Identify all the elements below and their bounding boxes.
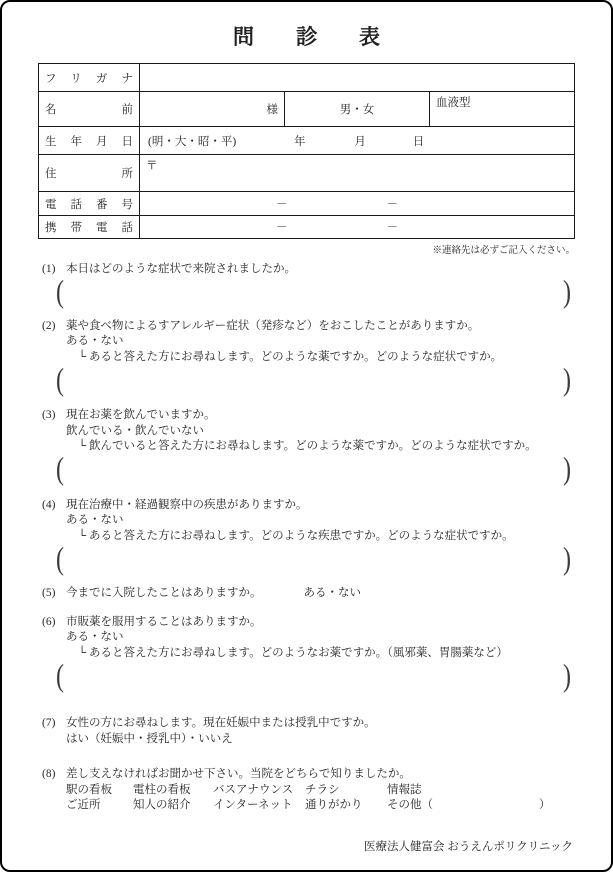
followup-text: └ あると答えた方にお尋ねします。どのような疾患ですか。どのような症状ですか。 — [78, 529, 514, 542]
address-label: 住所 — [39, 155, 140, 192]
other-option-label: その他（ — [387, 799, 433, 811]
question-line — [42, 498, 573, 514]
question-8 — [42, 767, 573, 814]
open-bracket: ( — [56, 276, 64, 310]
answer-options: ある・ない — [66, 335, 124, 347]
name-input-area — [140, 92, 285, 127]
referral-option-other — [387, 798, 573, 814]
phone-label: 電話番号 — [39, 192, 140, 216]
question-line — [42, 319, 573, 335]
mobile-input-area — [140, 216, 575, 239]
question-text: 差し支えなければお聞かせ下さい。当院をどちらで知りましたか。 — [66, 768, 411, 780]
referral-option: チラシ — [305, 783, 340, 796]
phone-input-area — [140, 192, 575, 216]
question-line — [42, 262, 573, 278]
month-unit: 月 — [354, 135, 366, 148]
patient-info-table — [38, 63, 575, 239]
question-number: (2) — [42, 319, 56, 332]
question-number: (7) — [42, 717, 56, 729]
answer-options: 飲んでいる・飲んでいない — [66, 424, 204, 437]
postal-mark: 〒 — [146, 160, 158, 172]
question-text: 現在お薬を飲んでいますか。 — [66, 409, 216, 421]
question-list — [2, 262, 611, 814]
question-number: (1) — [42, 263, 56, 275]
answer-options: はい（妊娠中・授乳中）・いいえ — [66, 732, 233, 745]
close-bracket: ) — [563, 542, 571, 577]
table-row — [39, 192, 575, 216]
question-number: (5) — [42, 587, 56, 599]
referral-option: ご近所 — [66, 799, 101, 811]
table-row — [39, 64, 575, 92]
question-3 — [42, 408, 573, 487]
referral-option: 電柱の看板 — [133, 783, 191, 796]
question-number: (3) — [42, 409, 56, 421]
question-5 — [42, 586, 573, 602]
question-4 — [42, 498, 573, 577]
answer-area — [42, 453, 573, 487]
close-bracket: ) — [563, 453, 571, 487]
referral-options-row-2 — [42, 798, 573, 814]
table-row — [39, 92, 575, 127]
mobile-dash: － — [386, 222, 398, 234]
open-bracket: ( — [56, 542, 64, 577]
question-text — [66, 586, 573, 602]
close-bracket: ) — [563, 363, 571, 398]
close-bracket: ) — [563, 276, 571, 310]
question-number: (4) — [42, 498, 56, 511]
phone-dash: － — [386, 198, 398, 211]
other-close-paren: ） — [539, 799, 551, 811]
answer-area — [42, 542, 573, 577]
question-text: 現在治療中・経過観察中の疾患がありますか。 — [66, 498, 308, 511]
address-input-area — [140, 155, 575, 192]
referral-option: インターネット — [213, 799, 293, 811]
gender-options: 男・女 — [285, 92, 430, 127]
table-row — [39, 127, 575, 155]
phone-dash: － — [276, 198, 288, 211]
mobile-dash: － — [276, 222, 288, 234]
followup-text: └ あると答えた方にお尋ねします。どのような薬ですか。どのような症状ですか。 — [78, 350, 503, 363]
answer-options: ある・ない — [66, 514, 124, 526]
clinic-name: 医療法人健富会 おうえんポリクリニック — [364, 840, 573, 853]
mobile-label: 携帯電話 — [39, 216, 140, 239]
furigana-input-area — [140, 64, 575, 92]
question-2 — [42, 319, 573, 398]
birthdate-label: 生年月日 — [39, 127, 140, 155]
contact-required-note: ※連絡先は必ずご記入ください。 — [432, 246, 575, 256]
question-number: (6) — [42, 615, 56, 628]
referral-option: 知人の紹介 — [133, 799, 191, 811]
question-line — [42, 767, 573, 783]
answer-options: ある・ない — [66, 631, 124, 643]
followup-text: └ あると答えた方にお尋ねします。どのようなお薬ですか。（風邪薬、胃腸薬など） — [78, 646, 508, 659]
question-text-main: 今までに入院したことはありますか。 — [66, 587, 262, 599]
day-unit: 日 — [412, 135, 425, 148]
open-bracket: ( — [56, 453, 64, 487]
close-bracket: ) — [563, 659, 571, 694]
name-honorific: 様 — [266, 104, 278, 116]
answer-area — [42, 276, 573, 310]
referral-option: 駅の看板 — [66, 783, 112, 796]
table-row — [39, 216, 575, 239]
referral-options-row-1 — [42, 783, 573, 799]
question-7 — [42, 716, 573, 747]
question-text: 本日はどのような症状で来院されましたか。 — [66, 263, 296, 275]
question-1 — [42, 262, 573, 310]
birthdate-input-area — [140, 127, 575, 155]
answer-options: ある・ない — [303, 587, 361, 599]
referral-option: 情報誌 — [387, 783, 422, 796]
question-text: 薬や食べ物によるすアレルギー症状（発疹など）をおこしたことがありますか。 — [66, 319, 480, 332]
question-text: 市販薬を服用することはありますか。 — [66, 615, 262, 628]
open-bracket: ( — [56, 363, 64, 398]
question-line — [42, 716, 573, 732]
referral-option: バスアナウンス — [213, 783, 294, 796]
year-unit: 年 — [294, 135, 306, 148]
question-line — [42, 615, 573, 631]
question-number: (8) — [42, 768, 56, 780]
question-line — [42, 586, 573, 602]
table-row — [39, 155, 575, 192]
question-line — [42, 408, 573, 424]
furigana-label: フリガナ — [39, 64, 140, 92]
answer-area — [42, 659, 573, 694]
open-bracket: ( — [56, 659, 64, 694]
followup-text: └ 飲んでいると答えた方にお尋ねします。どのような薬ですか。どのような症状ですか。 — [78, 440, 537, 452]
answer-area — [42, 363, 573, 398]
name-label: 名前 — [39, 92, 140, 127]
question-text: 女性の方にお尋ねします。現在妊娠中または授乳中ですか。 — [66, 717, 376, 729]
blood-type-label: 血液型 — [430, 92, 575, 127]
referral-option: 通りがかり — [305, 799, 363, 811]
era-options: (明・大・昭・平) — [148, 135, 237, 148]
question-6 — [42, 615, 573, 694]
page-title: 問 診 表 — [233, 25, 380, 49]
